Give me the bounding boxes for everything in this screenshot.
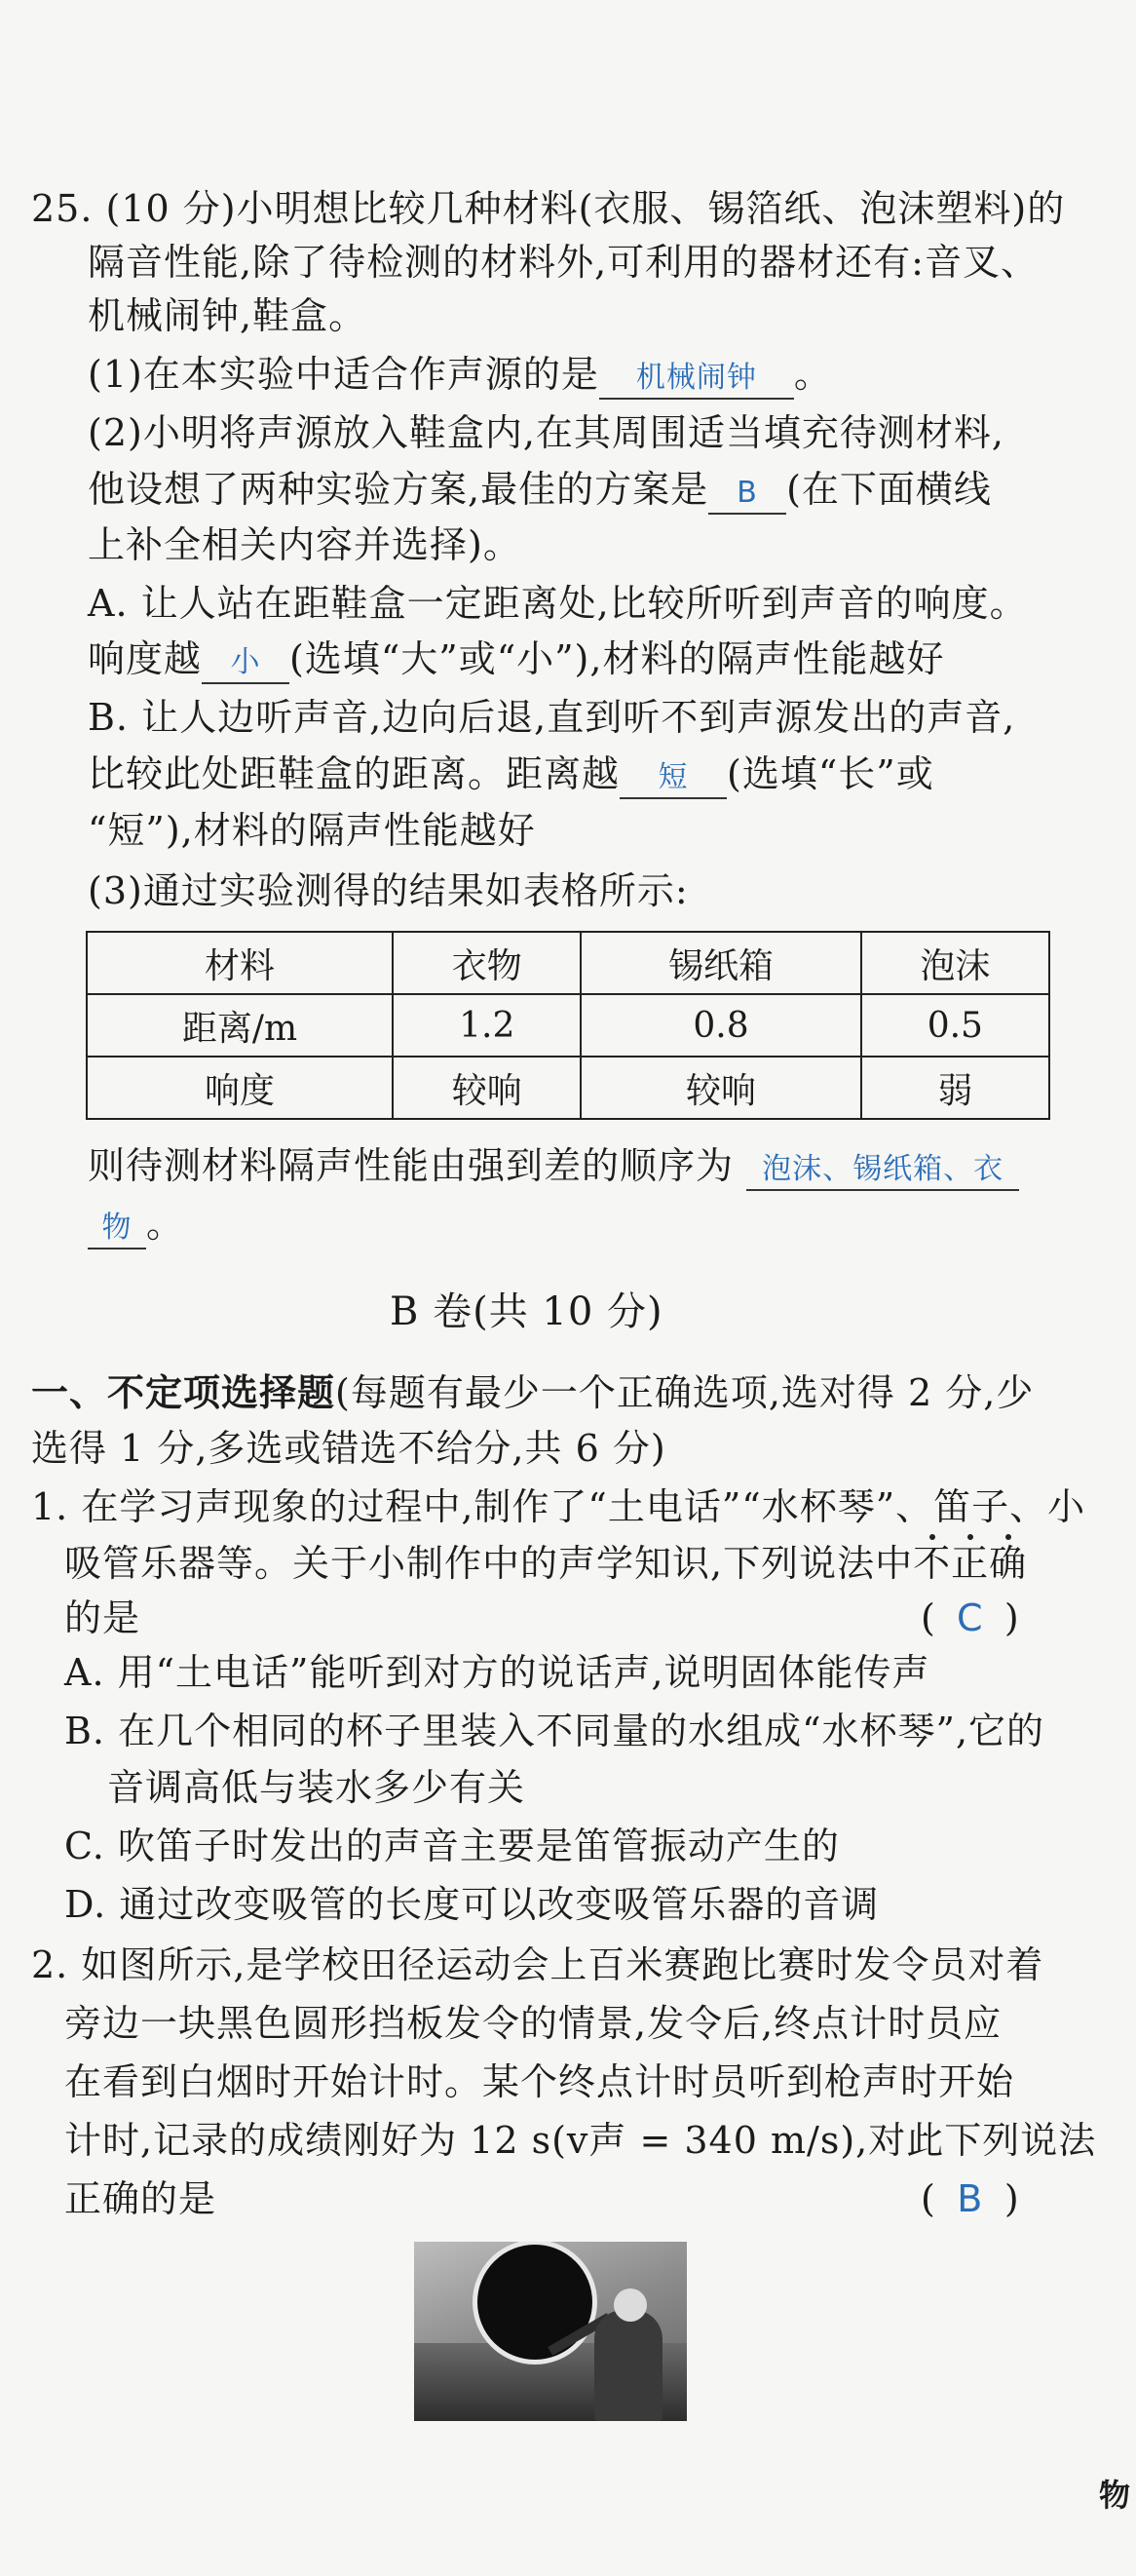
- table-cell: 距离/m: [87, 994, 393, 1057]
- table-cell: 衣物: [393, 932, 581, 994]
- q25-part2-line3: 上补全相关内容并选择)。: [88, 523, 521, 566]
- q25-line3: 机械闹钟,鞋盒。: [88, 294, 367, 337]
- table-cell: 0.8: [581, 994, 860, 1057]
- q25-optionA-answer: 小: [202, 643, 289, 684]
- q1-line2: [64, 1540, 1027, 1587]
- q25-conclusion-text: 则待测材料隔声性能由强到差的顺序为: [88, 1144, 735, 1187]
- q1-line2-text: 吸管乐器等。关于小制作中的声学知识,下列说法中: [64, 1542, 914, 1585]
- table-row: [87, 1057, 1049, 1119]
- table-cell: 泡沫: [861, 932, 1049, 994]
- q25-part2-suffix: (在下面横线: [786, 468, 992, 511]
- q25-optionA-line2: [88, 635, 944, 684]
- section-title: B 卷(共 10 分): [390, 1289, 663, 1334]
- table-cell: 响度: [87, 1057, 393, 1119]
- q2-line3: 在看到白烟时开始计时。某个终点计时员听到枪声时开始: [64, 2060, 1015, 2103]
- q25-conclusion-answer1: 泡沫、锡纸箱、衣: [746, 1150, 1019, 1191]
- section1-instructions-line1: [31, 1369, 1034, 1416]
- q2-line2: 旁边一块黑色圆形挡板发令的情景,发令后,终点计时员应: [64, 2002, 1003, 2045]
- q25-part1-answer: 机械闹钟: [599, 359, 794, 400]
- section1-instructions-line2: 选得 1 分,多选或错选不给分,共 6 分): [31, 1427, 666, 1470]
- q25-conclusion-suffix: 。: [146, 1203, 185, 1246]
- table-cell: 锡纸箱: [581, 932, 860, 994]
- q2-line1: 2. 如图所示,是学校田径运动会上百米赛跑比赛时发令员对着: [31, 1943, 1044, 1986]
- q1-answer: C: [957, 1596, 984, 1639]
- subject-tab: 物: [1099, 2477, 1131, 2514]
- q2-line4: 计时,记录的成绩刚好为 12 s(v声 = 340 m/s),对此下列说法: [64, 2119, 1097, 2162]
- q1-line1: 1. 在学习声现象的过程中,制作了“土电话”“水杯琴”、笛子、小: [31, 1485, 1086, 1528]
- q1-answer-paren: ( C ): [921, 1596, 1020, 1639]
- q1-emphasis-3: 确: [989, 1542, 1028, 1585]
- q1-option-c: C. 吹笛子时发出的声音主要是笛管振动产生的: [64, 1825, 840, 1867]
- table-cell: 1.2: [393, 994, 581, 1057]
- q25-optionB-text: 比较此处距鞋盒的距离。距离越: [88, 752, 621, 795]
- q2-answer-paren: ( B ): [921, 2177, 1020, 2220]
- q2-line5: 正确的是: [64, 2177, 217, 2220]
- starter-photo: [414, 2242, 687, 2421]
- q1-emphasis-2: 正: [951, 1542, 990, 1585]
- q25-part2-line1: (2)小明将声源放入鞋盒内,在其周围适当填充待测材料,: [88, 411, 1004, 454]
- section1-instructions: (每题有最少一个正确选项,选对得 2 分,少: [335, 1371, 1035, 1414]
- table-row: [87, 932, 1049, 994]
- q25-optionB-line1: B. 让人边听声音,边向后退,直到听不到声源发出的声音,: [88, 696, 1016, 739]
- q25-conclusion-answer2: 物: [88, 1209, 146, 1250]
- q25-line2: 隔音性能,除了待检测的材料外,可利用的器材还有:音叉、: [88, 241, 1039, 284]
- q1-line3: 的是: [64, 1596, 141, 1639]
- table-cell: 较响: [393, 1057, 581, 1119]
- q25-part2-line2: [88, 466, 992, 515]
- q25-optionA-text: 响度越: [88, 637, 203, 680]
- q25-part1: [88, 351, 832, 400]
- table-cell: 较响: [581, 1057, 860, 1119]
- q25-part2-answer: B: [708, 474, 786, 515]
- q25-optionB-suffix: (选填“长”或: [727, 752, 934, 795]
- table-cell: 0.5: [861, 994, 1049, 1057]
- q25-part3: (3)通过实验测得的结果如表格所示:: [88, 869, 689, 912]
- q1-option-d: D. 通过改变吸管的长度可以改变吸管乐器的音调: [64, 1883, 880, 1926]
- starter-person: [594, 2310, 663, 2421]
- q25-optionA-suffix: (选填“大”或“小”),材料的隔声性能越好: [289, 637, 945, 680]
- table-row: [87, 994, 1049, 1057]
- q1-option-b-line2: 音调高低与装水多少有关: [107, 1766, 526, 1809]
- q25-part1-text: (1)在本实验中适合作声源的是: [88, 353, 599, 396]
- q25-optionB-answer: 短: [620, 758, 727, 799]
- q1-option-b-line1: B. 在几个相同的杯子里装入不同量的水组成“水杯琴”,它的: [64, 1710, 1045, 1752]
- q25-optionA-line1: A. 让人站在距鞋盒一定距离处,比较所听到声音的响度。: [88, 582, 1028, 625]
- q2-answer: B: [957, 2177, 984, 2220]
- q25-conclusion-line2: [88, 1201, 184, 1250]
- table-cell: 弱: [861, 1057, 1049, 1119]
- q25-optionB-line2: [88, 750, 934, 799]
- table-cell: 材料: [87, 932, 393, 994]
- q1-option-a: A. 用“土电话”能听到对方的说话声,说明固体能传声: [64, 1651, 930, 1694]
- starter-head: [614, 2288, 647, 2322]
- q25-conclusion-line1: [88, 1142, 1019, 1191]
- q25-part2-text: 他设想了两种实验方案,最佳的方案是: [88, 468, 709, 511]
- q1-emphasis-1: 不: [913, 1542, 952, 1585]
- q25-line1: 25. (10 分)小明想比较几种材料(衣服、锡箔纸、泡沫塑料)的: [31, 187, 1066, 230]
- section1-heading: 一、不定项选择题: [31, 1371, 336, 1414]
- black-round-board: [473, 2242, 597, 2365]
- q25-part1-suffix: 。: [793, 353, 832, 396]
- results-table: [86, 931, 1050, 1120]
- q25-optionB-line3: “短”),材料的隔声性能越好: [88, 809, 536, 852]
